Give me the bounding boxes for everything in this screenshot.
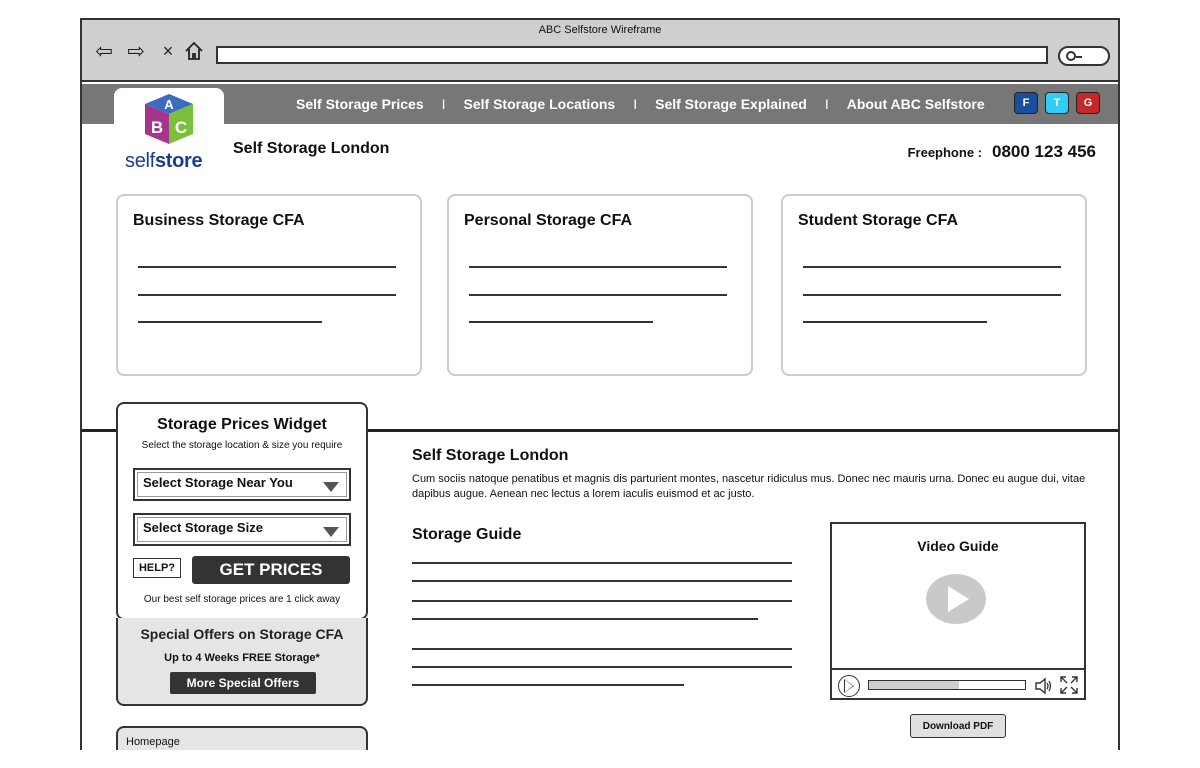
text-placeholder-line	[412, 666, 792, 668]
logo-wordmark: selfstore	[125, 150, 203, 172]
card-student-storage[interactable]	[781, 194, 1087, 376]
text-placeholder-line	[803, 266, 1061, 268]
nav-self-storage-locations[interactable]: Self Storage Locations	[463, 96, 616, 112]
google-plus-icon[interactable]: G	[1076, 92, 1100, 114]
select-storage-location-value: Select Storage Near You	[143, 475, 293, 490]
logo-letter-a: A	[164, 97, 174, 112]
text-placeholder-line	[138, 321, 322, 323]
close-icon[interactable]: ×	[162, 41, 174, 61]
sidebar-item-label: Homepage	[126, 736, 180, 748]
logo-cube-icon	[114, 88, 224, 150]
browser-chrome	[82, 20, 1118, 82]
text-placeholder-line	[138, 294, 396, 296]
freephone	[908, 142, 1096, 162]
search-icon	[1066, 51, 1076, 61]
get-prices-button[interactable]: GET PRICES	[192, 556, 350, 584]
text-placeholder-line	[803, 321, 987, 323]
special-offers-panel	[116, 618, 368, 706]
top-navigation-bar	[82, 84, 1118, 124]
text-placeholder-line	[803, 294, 1061, 296]
nav-separator: I	[824, 96, 829, 112]
help-button[interactable]: HELP?	[133, 558, 181, 578]
video-title: Video Guide	[917, 538, 999, 554]
offers-title: Special Offers on Storage CFA	[140, 626, 344, 642]
nav-separator: I	[633, 96, 638, 112]
main-paragraph: Cum sociis natoque penatibus et magnis dis parturient montes, nascetur ridiculus mus. Donec nec mauris urna. Donec eu augue dui, vitae dapibus augue. Aenean nec lectus a lorem iaculis euismod et ac justo.	[412, 473, 1086, 500]
nav-self-storage-prices[interactable]: Self Storage Prices	[296, 96, 424, 112]
nav-about-abc-selfstore[interactable]: About ABC Selfstore	[846, 96, 985, 112]
text-placeholder-line	[469, 321, 653, 323]
seek-bar-progress	[869, 681, 959, 689]
home-icon[interactable]	[182, 40, 206, 62]
download-pdf-button[interactable]: Download PDF	[910, 714, 1006, 738]
more-special-offers-button[interactable]: More Special Offers	[170, 672, 316, 694]
chevron-down-icon	[323, 527, 339, 537]
select-storage-size-value: Select Storage Size	[143, 520, 263, 535]
text-placeholder-line	[412, 580, 792, 582]
text-placeholder-line	[412, 648, 792, 650]
video-seek-bar[interactable]	[868, 680, 1026, 690]
forward-arrow-icon[interactable]: ⇨	[127, 39, 145, 63]
widget-title: Storage Prices Widget	[157, 416, 327, 433]
browser-search-button[interactable]	[1058, 46, 1110, 66]
text-placeholder-line	[412, 618, 758, 620]
storage-guide-title: Storage Guide	[412, 526, 522, 543]
text-placeholder-line	[412, 562, 792, 564]
play-button-icon[interactable]	[838, 675, 860, 697]
volume-icon[interactable]	[1034, 676, 1054, 696]
video-controls	[832, 668, 1084, 700]
video-player	[830, 522, 1086, 700]
address-bar[interactable]	[216, 46, 1048, 64]
text-placeholder-line	[469, 294, 727, 296]
card-business-storage[interactable]	[116, 194, 422, 376]
play-icon[interactable]	[926, 574, 986, 624]
widget-subtitle: Select the storage location & size you require	[141, 440, 343, 451]
window-title: ABC Selfstore Wireframe	[538, 24, 662, 36]
storage-prices-widget	[116, 402, 368, 620]
facebook-icon[interactable]: F	[1014, 92, 1038, 114]
top-nav	[296, 84, 985, 124]
offers-subtitle: Up to 4 Weeks FREE Storage*	[164, 652, 320, 664]
text-placeholder-line	[138, 266, 396, 268]
logo-letter-c: C	[174, 118, 188, 137]
nav-separator: I	[441, 96, 446, 112]
back-arrow-icon[interactable]: ⇦	[95, 39, 113, 63]
freephone-label: Freephone :	[907, 145, 982, 160]
card-personal-storage[interactable]	[447, 194, 753, 376]
site-title: Self Storage London	[233, 140, 390, 157]
browser-window	[80, 18, 1120, 750]
freephone-number[interactable]: 0800 123 456	[992, 142, 1096, 161]
text-placeholder-line	[412, 684, 684, 686]
logo-letter-b: B	[150, 118, 164, 137]
text-placeholder-line	[469, 266, 727, 268]
main-title: Self Storage London	[412, 447, 569, 464]
card-title: Personal Storage CFA	[464, 212, 633, 229]
twitter-icon[interactable]: T	[1045, 92, 1069, 114]
select-storage-size[interactable]	[133, 513, 351, 546]
sidebar-item-homepage[interactable]	[116, 726, 368, 750]
widget-footer-text: Our best self storage prices are 1 click away	[143, 594, 341, 605]
nav-self-storage-explained[interactable]: Self Storage Explained	[655, 96, 807, 112]
card-title: Business Storage CFA	[133, 212, 305, 229]
abc-selfstore-logo[interactable]	[114, 88, 224, 178]
fullscreen-icon[interactable]	[1060, 676, 1078, 694]
select-storage-location[interactable]	[133, 468, 351, 501]
chevron-down-icon	[323, 482, 339, 492]
text-placeholder-line	[412, 600, 792, 602]
card-title: Student Storage CFA	[798, 212, 959, 229]
